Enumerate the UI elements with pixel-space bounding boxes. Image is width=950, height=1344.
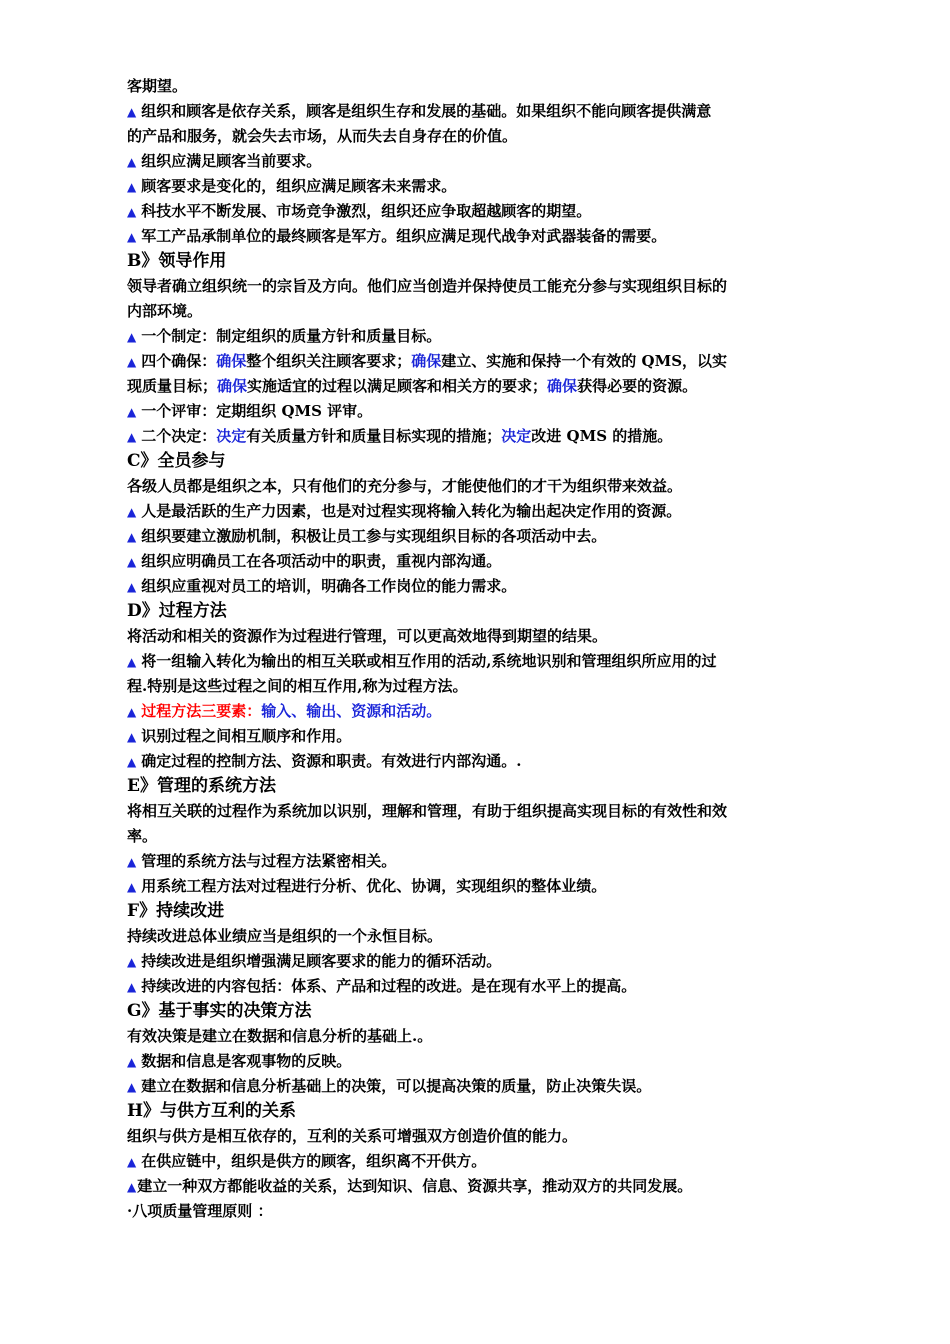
text-run: 组织应重视对员工的培训，明确各工作岗位的能力需求。 xyxy=(141,577,517,595)
text-run: 有关质量方针和质量目标实现的措施； xyxy=(246,427,502,445)
bullet-item xyxy=(127,549,817,574)
triangle-bullet-icon: ▲ xyxy=(127,980,137,994)
paragraph-line xyxy=(127,74,817,99)
text-run: 一个评审：定期组织 QMS 评审。 xyxy=(141,402,373,420)
triangle-bullet-icon: ▲ xyxy=(127,155,137,169)
text-run: 将一组输入转化为输出的相互关联或相互作用的活动,系统地识别和管理组织所应用的过 xyxy=(141,652,717,670)
triangle-bullet-icon: ▲ xyxy=(127,730,137,744)
text-run: 各级人员都是组织之本，只有他们的充分参与，才能使他们的才干为组织带来效益。 xyxy=(127,477,683,495)
text-run: ·八项质量管理原则 ： xyxy=(127,1202,273,1220)
triangle-bullet-icon: ▲ xyxy=(127,205,137,219)
text-run: 组织与供方是相互依存的，互利的关系可增强双方创造价值的能力。 xyxy=(127,1127,578,1145)
triangle-bullet-icon: ▲ xyxy=(127,755,137,769)
triangle-bullet-icon: ▲ xyxy=(127,655,137,669)
bullet-item xyxy=(127,749,817,774)
section-heading xyxy=(127,599,817,624)
bullet-item xyxy=(127,524,817,549)
triangle-bullet-icon: ▲ xyxy=(127,880,137,894)
text-run: 确保 xyxy=(547,377,578,395)
text-run: 客期望。 xyxy=(127,77,188,95)
bullet-item xyxy=(127,399,817,424)
bullet-item xyxy=(127,499,817,524)
triangle-bullet-icon: ▲ xyxy=(127,1055,137,1069)
section-heading xyxy=(127,449,817,474)
triangle-bullet-icon: ▲ xyxy=(127,855,137,869)
text-run: 决定 xyxy=(501,427,532,445)
paragraph-line xyxy=(127,924,817,949)
bullet-item xyxy=(127,349,817,374)
triangle-bullet-icon: ▲ xyxy=(127,530,137,544)
section-heading xyxy=(127,249,817,274)
triangle-bullet-icon: ▲ xyxy=(127,230,137,244)
text-run: 改进 QMS 的措施。 xyxy=(531,427,673,445)
text-run: 组织要建立激励机制，积极让员工参与实现组织目标的各项活动中去。 xyxy=(141,527,607,545)
bullet-item xyxy=(127,99,817,124)
document-page xyxy=(127,74,817,1224)
bullet-item xyxy=(127,424,817,449)
triangle-bullet-icon: ▲ xyxy=(127,955,137,969)
text-run: 确保 xyxy=(411,352,442,370)
bullet-item xyxy=(127,724,817,749)
text-run: 程.特别是这些过程之间的相互作用,称为过程方法。 xyxy=(127,677,468,695)
text-run: 建立、实施和保持一个有效的 QMS，以实 xyxy=(441,352,728,370)
text-run: 率。 xyxy=(127,827,158,845)
text-run: 军工产品承制单位的最终顾客是军方。组织应满足现代战争对武器装备的需要。 xyxy=(141,227,667,245)
text-run: 现质量目标； xyxy=(127,377,218,395)
text-run: 实施适宜的过程以满足顾客和相关方的要求； xyxy=(247,377,548,395)
text-run: 决定 xyxy=(216,427,247,445)
text-run: B》领导作用 xyxy=(127,251,227,271)
text-run: 持续改进总体业绩应当是组织的一个永恒目标。 xyxy=(127,927,443,945)
bullet-item xyxy=(127,224,817,249)
triangle-bullet-icon: ▲ xyxy=(127,330,137,344)
triangle-bullet-icon: ▲ xyxy=(127,355,137,369)
triangle-bullet-icon: ▲ xyxy=(127,405,137,419)
text-run: 组织应明确员工在各项活动中的职责，重视内部沟通。 xyxy=(141,552,502,570)
triangle-bullet-icon: ▲ xyxy=(127,180,137,194)
triangle-bullet-icon: ▲ xyxy=(127,1180,137,1194)
paragraph-line xyxy=(127,299,817,324)
text-run: 人是最活跃的生产力因素，也是对过程实现将输入转化为输出起决定作用的资源。 xyxy=(141,502,682,520)
text-run: 将相互关联的过程作为系统加以识别，理解和管理，有助于组织提高实现目标的有效性和效 xyxy=(127,802,728,820)
section-heading xyxy=(127,999,817,1024)
triangle-bullet-icon: ▲ xyxy=(127,555,137,569)
text-run: 的产品和服务，就会失去市场，从而失去自身存在的价值。 xyxy=(127,127,518,145)
text-run: 一个制定：制定组织的质量方针和质量目标。 xyxy=(141,327,442,345)
triangle-bullet-icon: ▲ xyxy=(127,580,137,594)
text-run: 在供应链中，组织是供方的顾客，组织离不开供方。 xyxy=(141,1152,487,1170)
text-run: H》与供方互利的关系 xyxy=(127,1101,297,1121)
bullet-item xyxy=(127,849,817,874)
text-run: G》基于事实的决策方法 xyxy=(127,1001,312,1021)
text-run: 确定过程的控制方法、资源和职责。有效进行内部沟通。. xyxy=(141,752,522,770)
paragraph-line xyxy=(127,674,817,699)
text-run: D》过程方法 xyxy=(127,601,227,621)
text-run: 整个组织关注顾客要求； xyxy=(246,352,412,370)
triangle-bullet-icon: ▲ xyxy=(127,1080,137,1094)
paragraph-line xyxy=(127,1124,817,1149)
paragraph-line xyxy=(127,474,817,499)
text-run: 将活动和相关的资源作为过程进行管理，可以更高效地得到期望的结果。 xyxy=(127,627,608,645)
text-run: 识别过程之间相互顺序和作用。 xyxy=(141,727,352,745)
triangle-bullet-icon: ▲ xyxy=(127,505,137,519)
text-run: 四个确保： xyxy=(141,352,217,370)
text-run: 组织应满足顾客当前要求。 xyxy=(141,152,322,170)
bullet-item xyxy=(127,1149,817,1174)
text-run: C》全员参与 xyxy=(127,451,226,471)
text-run: 建立在数据和信息分析基础上的决策，可以提高决策的质量，防止决策失误。 xyxy=(141,1077,652,1095)
text-run: 确保 xyxy=(217,377,248,395)
bullet-item xyxy=(127,1174,817,1199)
section-heading xyxy=(127,899,817,924)
text-run: 建立一种双方都能收益的关系，达到知识、信息、资源共享，推动双方的共同发展。 xyxy=(137,1177,693,1195)
bullet-item xyxy=(127,974,817,999)
text-run: 数据和信息是客观事物的反映。 xyxy=(141,1052,352,1070)
paragraph-line xyxy=(127,624,817,649)
bullet-item xyxy=(127,1074,817,1099)
text-run: 有效决策是建立在数据和信息分析的基础上.。 xyxy=(127,1027,433,1045)
section-heading xyxy=(127,774,817,799)
text-run: 输入、输出、资源和活动。 xyxy=(261,702,442,720)
paragraph-line xyxy=(127,374,817,399)
paragraph-line xyxy=(127,124,817,149)
bullet-item xyxy=(127,324,817,349)
paragraph-line xyxy=(127,824,817,849)
text-run: 过程方法三要素： xyxy=(141,702,262,720)
bullet-item xyxy=(127,874,817,899)
triangle-bullet-icon: ▲ xyxy=(127,705,137,719)
bullet-item xyxy=(127,199,817,224)
bullet-item xyxy=(127,149,817,174)
section-heading xyxy=(127,1099,817,1124)
text-run: 顾客要求是变化的，组织应满足顾客未来需求。 xyxy=(141,177,457,195)
text-run: 内部环境。 xyxy=(127,302,203,320)
text-run: 持续改进的内容包括：体系、产品和过程的改进。是在现有水平上的提高。 xyxy=(141,977,637,995)
bullet-item xyxy=(127,1049,817,1074)
triangle-bullet-icon: ▲ xyxy=(127,430,137,444)
text-run: 管理的系统方法与过程方法紧密相关。 xyxy=(141,852,397,870)
text-run: 领导者确立组织统一的宗旨及方向。他们应当创造并保持使员工能充分参与实现组织目标的 xyxy=(127,277,728,295)
bullet-item xyxy=(127,699,817,724)
bullet-item xyxy=(127,649,817,674)
text-run: 持续改进是组织增强满足顾客要求的能力的循环活动。 xyxy=(141,952,502,970)
text-run: F》持续改进 xyxy=(127,901,225,921)
text-run: E》管理的系统方法 xyxy=(127,776,276,796)
paragraph-line xyxy=(127,1199,817,1224)
triangle-bullet-icon: ▲ xyxy=(127,105,137,119)
bullet-item xyxy=(127,949,817,974)
text-run: 确保 xyxy=(216,352,247,370)
paragraph-line xyxy=(127,1024,817,1049)
paragraph-line xyxy=(127,799,817,824)
bullet-item xyxy=(127,574,817,599)
paragraph-line xyxy=(127,274,817,299)
bullet-item xyxy=(127,174,817,199)
text-run: 用系统工程方法对过程进行分析、优化、协调，实现组织的整体业绩。 xyxy=(141,877,607,895)
text-run: 科技水平不断发展、市场竞争激烈，组织还应争取超越顾客的期望。 xyxy=(141,202,592,220)
text-run: 组织和顾客是依存关系，顾客是组织生存和发展的基础。如果组织不能向顾客提供满意 xyxy=(141,102,712,120)
text-run: 二个决定： xyxy=(141,427,217,445)
triangle-bullet-icon: ▲ xyxy=(127,1155,137,1169)
text-run: 获得必要的资源。 xyxy=(577,377,698,395)
